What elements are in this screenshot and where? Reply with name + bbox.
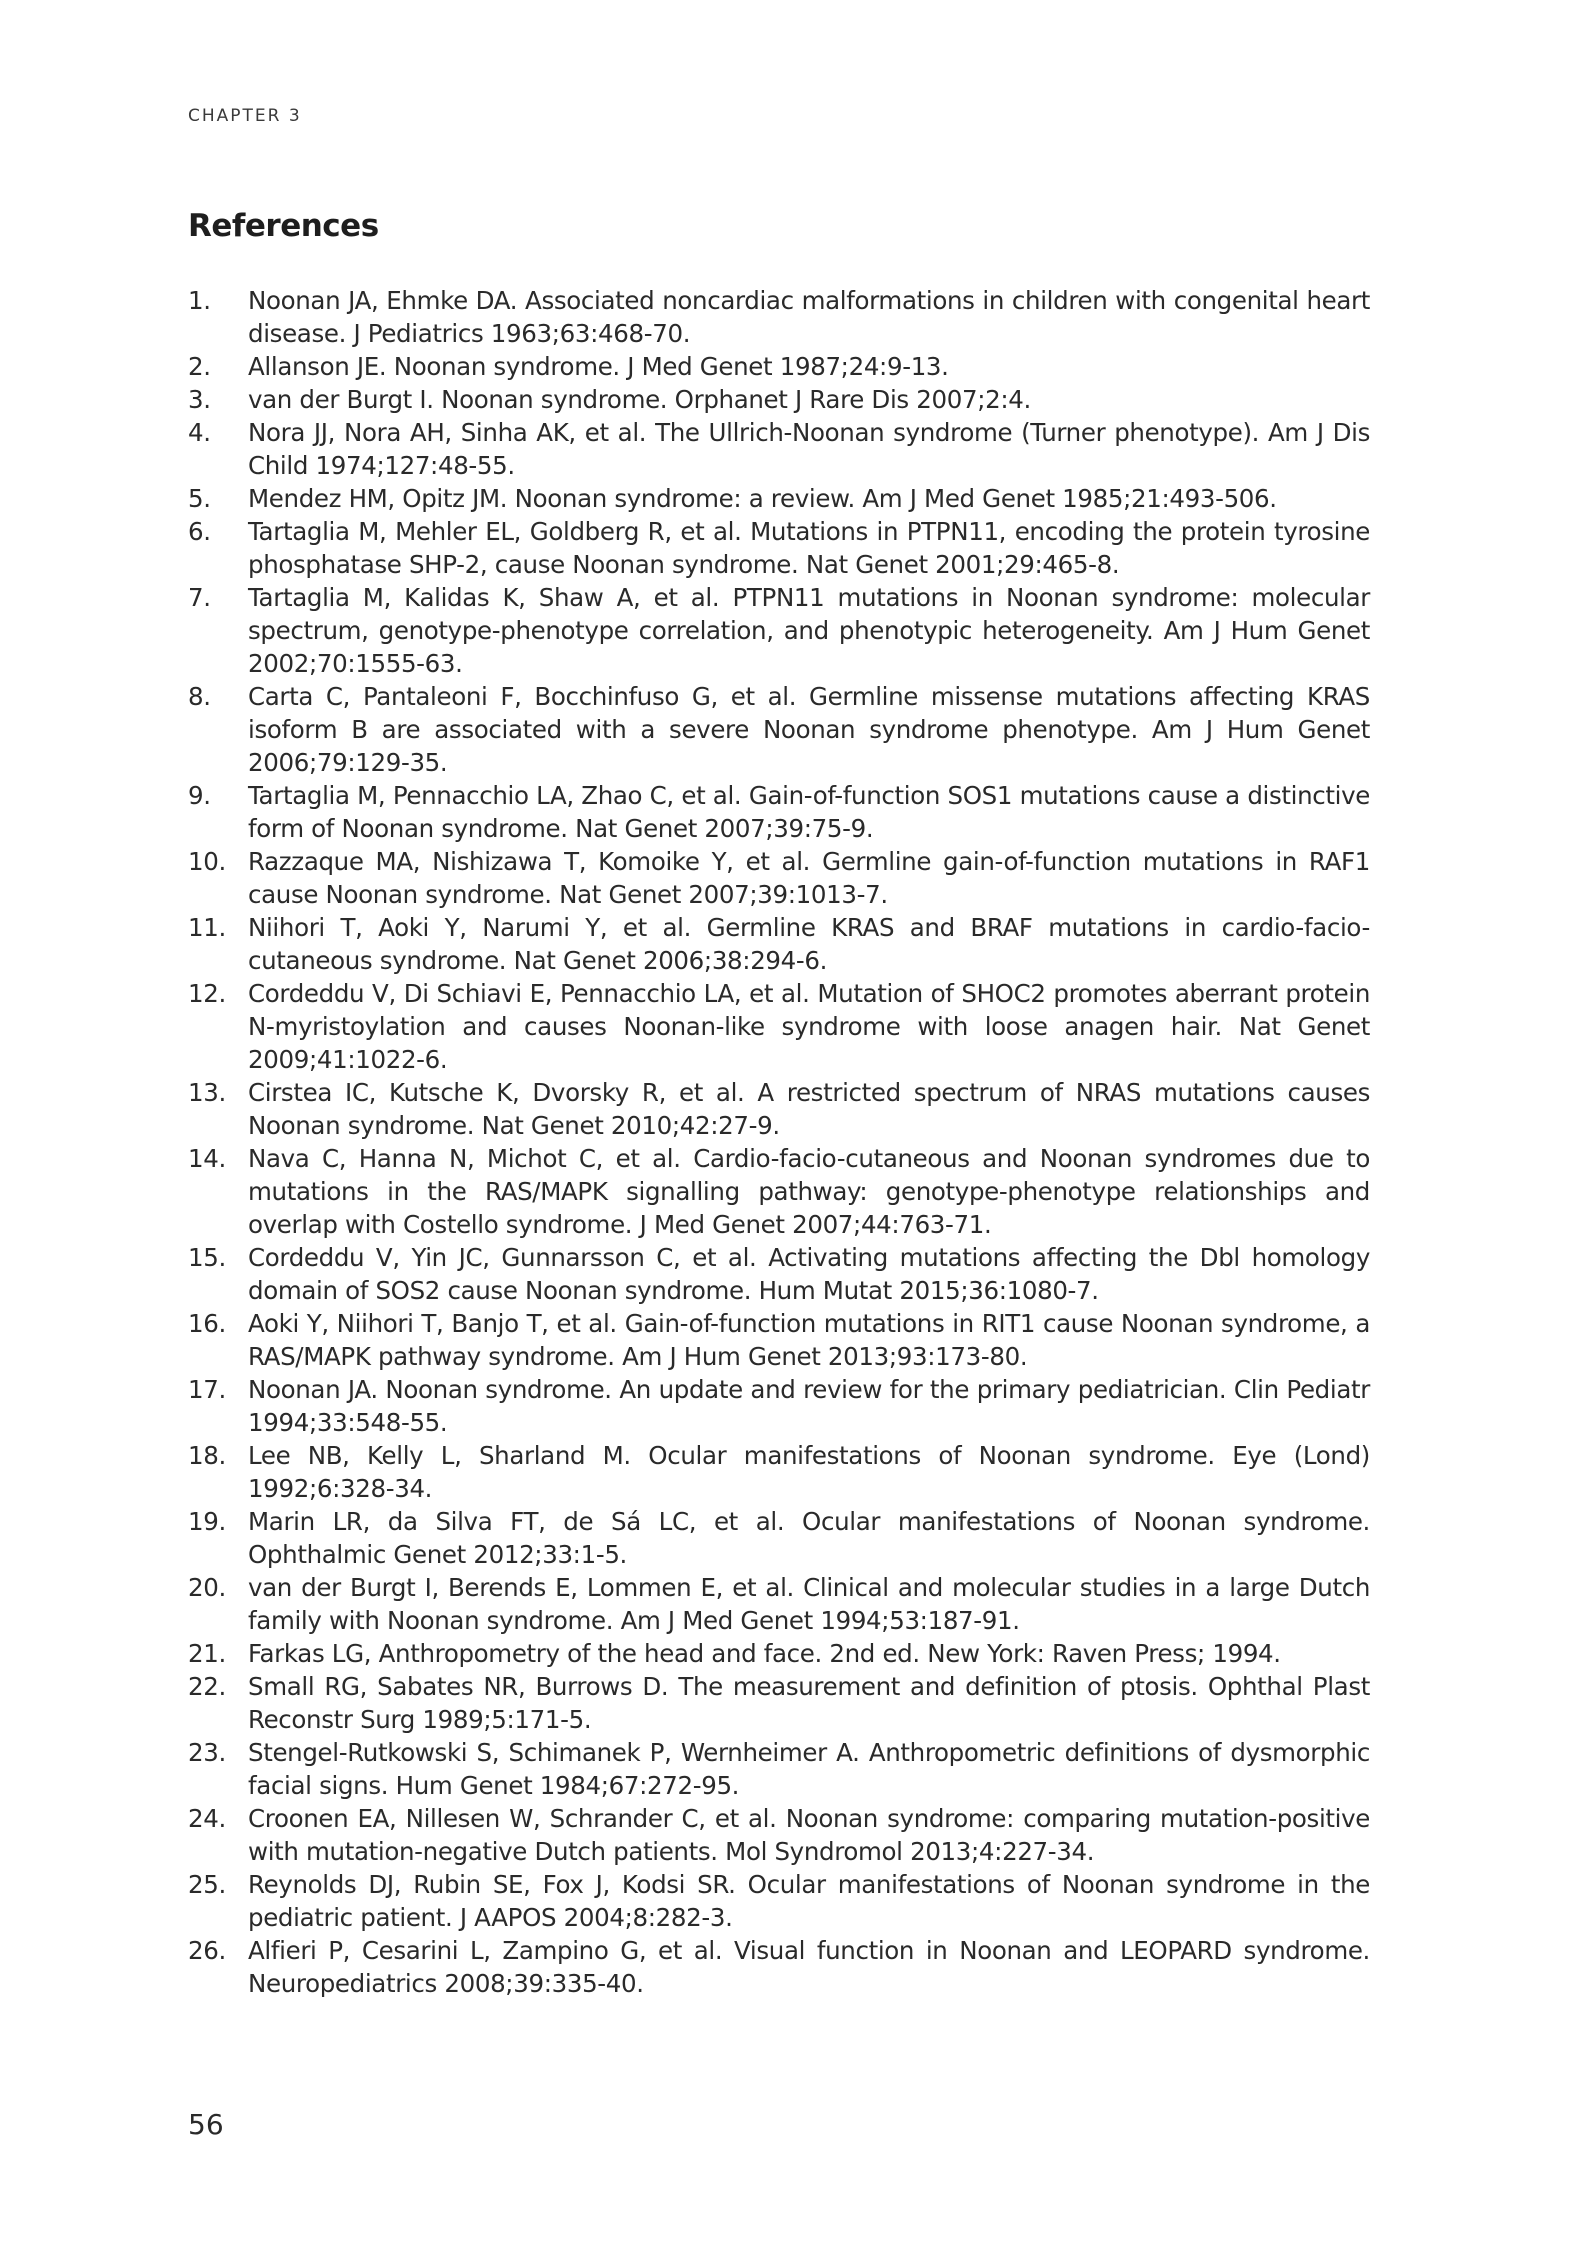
- reference-number: 26.: [188, 1936, 226, 1965]
- reference-number: 5.: [188, 484, 211, 513]
- reference-number: 2.: [188, 352, 211, 381]
- reference-item: [188, 1307, 1370, 1373]
- reference-item: [188, 1076, 1370, 1142]
- reference-item: [188, 1241, 1370, 1307]
- reference-number: 22.: [188, 1672, 226, 1701]
- reference-text: Razzaque MA, Nishizawa T, Komoike Y, et al. Germline gain-of-function mutations in RAF1 cause Noonan syndrome. Nat Genet 2007;39:1013-7.: [248, 847, 1370, 909]
- reference-text: Cordeddu V, Di Schiavi E, Pennacchio LA, et al. Mutation of SHOC2 promotes aberrant protein N-myristoylation and causes Noonan-like syndrome with loose anagen hair. Nat Genet 2009;41:1022-6.: [248, 979, 1370, 1074]
- reference-number: 15.: [188, 1243, 226, 1272]
- reference-item: [188, 416, 1370, 482]
- reference-item: [188, 515, 1370, 581]
- reference-text: Mendez HM, Opitz JM. Noonan syndrome: a review. Am J Med Genet 1985;21:493-506.: [248, 484, 1277, 513]
- reference-number: 11.: [188, 913, 226, 942]
- reference-text: Marin LR, da Silva FT, de Sá LC, et al. Ocular manifestations of Noonan syndrome. Ophthalmic Genet 2012;33:1-5.: [248, 1507, 1370, 1569]
- reference-number: 21.: [188, 1639, 226, 1668]
- reference-number: 23.: [188, 1738, 226, 1767]
- reference-number: 16.: [188, 1309, 226, 1338]
- reference-number: 7.: [188, 583, 211, 612]
- reference-item: [188, 350, 1370, 383]
- reference-number: 17.: [188, 1375, 226, 1404]
- reference-text: Lee NB, Kelly L, Sharland M. Ocular manifestations of Noonan syndrome. Eye (Lond) 1992;6:328-34.: [248, 1441, 1370, 1503]
- reference-text: Cordeddu V, Yin JC, Gunnarsson C, et al. Activating mutations affecting the Dbl homology domain of SOS2 cause Noonan syndrome. Hum Mutat 2015;36:1080-7.: [248, 1243, 1370, 1305]
- reference-number: 14.: [188, 1144, 226, 1173]
- reference-text: van der Burgt I. Noonan syndrome. Orphanet J Rare Dis 2007;2:4.: [248, 385, 1031, 414]
- reference-text: Noonan JA, Ehmke DA. Associated noncardiac malformations in children with congenital heart disease. J Pediatrics 1963;63:468-70.: [248, 286, 1370, 348]
- reference-item: [188, 1868, 1370, 1934]
- reference-number: 24.: [188, 1804, 226, 1833]
- reference-text: Niihori T, Aoki Y, Narumi Y, et al. Germline KRAS and BRAF mutations in cardio-facio-cutaneous syndrome. Nat Genet 2006;38:294-6.: [248, 913, 1370, 975]
- reference-item: [188, 284, 1370, 350]
- reference-text: Nora JJ, Nora AH, Sinha AK, et al. The Ullrich-Noonan syndrome (Turner phenotype). Am J Dis Child 1974;127:48-55.: [248, 418, 1370, 480]
- reference-item: [188, 1934, 1370, 2000]
- reference-text: Alfieri P, Cesarini L, Zampino G, et al. Visual function in Noonan and LEOPARD syndrome. Neuropediatrics 2008;39:335-40.: [248, 1936, 1370, 1998]
- reference-number: 9.: [188, 781, 211, 810]
- reference-text: Croonen EA, Nillesen W, Schrander C, et al. Noonan syndrome: comparing mutation-positive with mutation-negative Dutch patients. Mol Syndromol 2013;4:227-34.: [248, 1804, 1370, 1866]
- reference-text: van der Burgt I, Berends E, Lommen E, et al. Clinical and molecular studies in a large Dutch family with Noonan syndrome. Am J Med Genet 1994;53:187-91.: [248, 1573, 1370, 1635]
- reference-item: [188, 845, 1370, 911]
- reference-number: 19.: [188, 1507, 226, 1536]
- reference-text: Tartaglia M, Pennacchio LA, Zhao C, et al. Gain-of-function SOS1 mutations cause a distinctive form of Noonan syndrome. Nat Genet 2007;39:75-9.: [248, 781, 1370, 843]
- reference-text: Tartaglia M, Kalidas K, Shaw A, et al. PTPN11 mutations in Noonan syndrome: molecular spectrum, genotype-phenotype correlation, and phenotypic heterogeneity. Am J Hum Genet 2002;70:1555-63.: [248, 583, 1370, 678]
- reference-number: 25.: [188, 1870, 226, 1899]
- page-number: 56: [188, 2108, 224, 2141]
- running-head: CHAPTER 3: [188, 106, 302, 126]
- reference-number: 10.: [188, 847, 226, 876]
- reference-number: 6.: [188, 517, 211, 546]
- section-title: References: [188, 208, 379, 244]
- reference-number: 20.: [188, 1573, 226, 1602]
- reference-text: Small RG, Sabates NR, Burrows D. The measurement and definition of ptosis. Ophthal Plast Reconstr Surg 1989;5:171-5.: [248, 1672, 1370, 1734]
- reference-number: 12.: [188, 979, 226, 1008]
- reference-item: [188, 1670, 1370, 1736]
- reference-text: Stengel-Rutkowski S, Schimanek P, Wernheimer A. Anthropometric definitions of dysmorphic facial signs. Hum Genet 1984;67:272-95.: [248, 1738, 1370, 1800]
- reference-item: [188, 1373, 1370, 1439]
- reference-item: [188, 911, 1370, 977]
- reference-number: 18.: [188, 1441, 226, 1470]
- reference-item: [188, 1736, 1370, 1802]
- reference-item: [188, 482, 1370, 515]
- reference-item: [188, 1571, 1370, 1637]
- reference-number: 3.: [188, 385, 211, 414]
- reference-item: [188, 383, 1370, 416]
- reference-text: Carta C, Pantaleoni F, Bocchinfuso G, et al. Germline missense mutations affecting KRAS isoform B are associated with a severe Noonan syndrome phenotype. Am J Hum Genet 2006;79:129-35.: [248, 682, 1370, 777]
- reference-text: Reynolds DJ, Rubin SE, Fox J, Kodsi SR. Ocular manifestations of Noonan syndrome in the pediatric patient. J AAPOS 2004;8:282-3.: [248, 1870, 1370, 1932]
- reference-item: [188, 977, 1370, 1076]
- reference-text: Noonan JA. Noonan syndrome. An update and review for the primary pediatrician. Clin Pediatr 1994;33:548-55.: [248, 1375, 1370, 1437]
- reference-text: Cirstea IC, Kutsche K, Dvorsky R, et al. A restricted spectrum of NRAS mutations causes Noonan syndrome. Nat Genet 2010;42:27-9.: [248, 1078, 1370, 1140]
- reference-item: [188, 1439, 1370, 1505]
- reference-number: 1.: [188, 286, 211, 315]
- reference-number: 8.: [188, 682, 211, 711]
- reference-item: [188, 1142, 1370, 1241]
- reference-item: [188, 1505, 1370, 1571]
- reference-item: [188, 1637, 1370, 1670]
- reference-item: [188, 680, 1370, 779]
- reference-text: Tartaglia M, Mehler EL, Goldberg R, et al. Mutations in PTPN11, encoding the protein tyrosine phosphatase SHP-2, cause Noonan syndrome. Nat Genet 2001;29:465-8.: [248, 517, 1370, 579]
- reference-text: Nava C, Hanna N, Michot C, et al. Cardio-facio-cutaneous and Noonan syndromes due to mutations in the RAS/MAPK signalling pathway: genotype-phenotype relationships and overlap with Costello syndrome. J Med Genet 2007;44:763-71.: [248, 1144, 1370, 1239]
- reference-item: [188, 779, 1370, 845]
- reference-text: Farkas LG, Anthropometry of the head and face. 2nd ed. New York: Raven Press; 1994.: [248, 1639, 1281, 1668]
- reference-text: Aoki Y, Niihori T, Banjo T, et al. Gain-of-function mutations in RIT1 cause Noonan syndrome, a RAS/MAPK pathway syndrome. Am J Hum Genet 2013;93:173-80.: [248, 1309, 1370, 1371]
- reference-number: 13.: [188, 1078, 226, 1107]
- reference-text: Allanson JE. Noonan syndrome. J Med Genet 1987;24:9-13.: [248, 352, 949, 381]
- reference-list: [188, 284, 1370, 2000]
- reference-number: 4.: [188, 418, 211, 447]
- reference-item: [188, 581, 1370, 680]
- reference-item: [188, 1802, 1370, 1868]
